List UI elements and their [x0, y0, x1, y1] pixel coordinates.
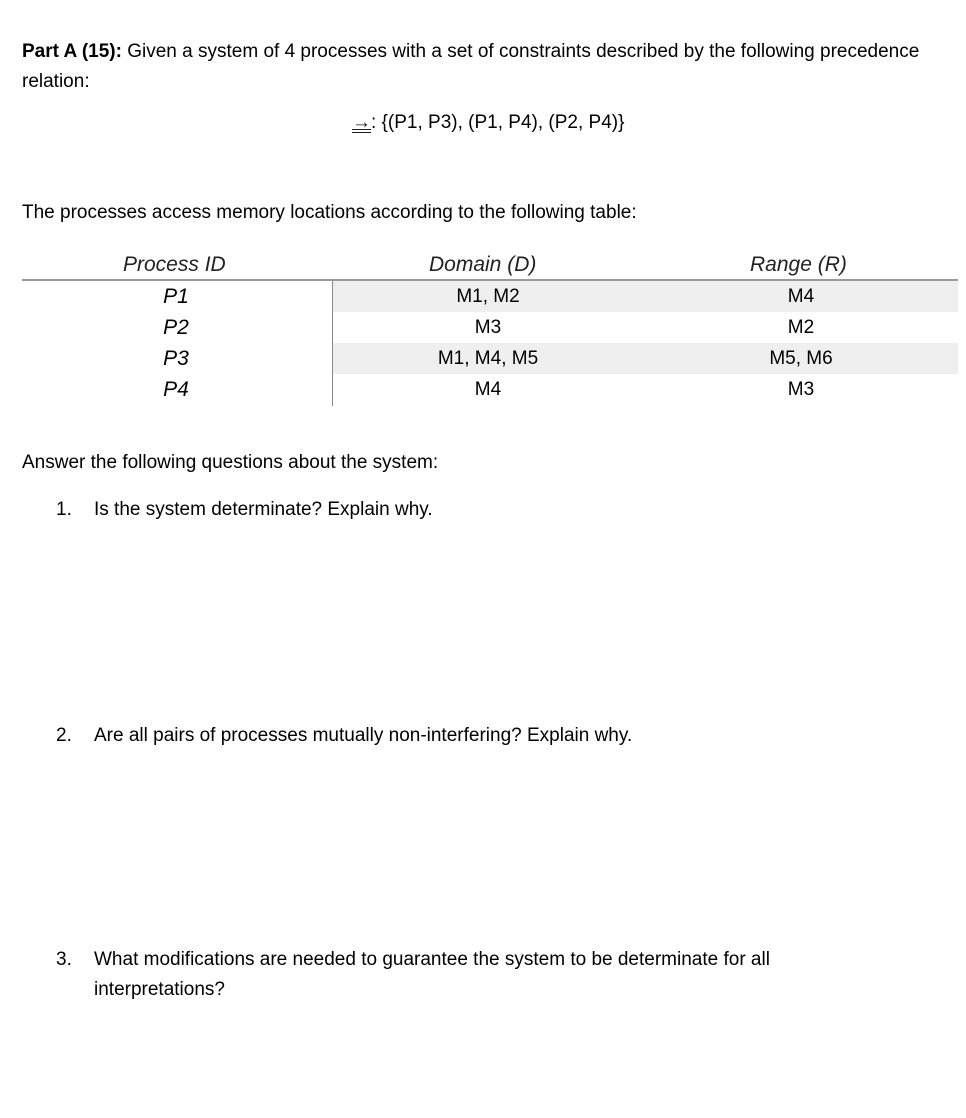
question-text: Is the system determinate? Explain why.	[94, 499, 433, 520]
cell-domain: M3	[474, 317, 502, 338]
header-process-id: Process ID	[123, 253, 226, 276]
question-3	[56, 945, 936, 1007]
question-1	[56, 495, 936, 525]
precedence-relation	[352, 112, 624, 134]
question-text: What modifications are needed to guarantee the system to be determinate for all interpretations?	[94, 949, 770, 1000]
table-intro: The processes access memory locations according to the following table:	[22, 202, 637, 223]
table-row	[22, 312, 958, 343]
cell-range: M3	[787, 379, 815, 400]
cell-domain: M1, M2	[456, 286, 520, 307]
table-row	[22, 374, 958, 405]
question-number: 1.	[56, 499, 72, 520]
table-row	[22, 281, 958, 312]
cell-process-id: P2	[163, 316, 189, 339]
header-domain: Domain (D)	[429, 253, 537, 276]
cell-range: M5, M6	[769, 348, 833, 369]
cell-domain: M1, M4, M5	[437, 348, 539, 369]
precedence-arrow-icon: →	[352, 112, 371, 133]
cell-range: M2	[787, 317, 815, 338]
table-row	[22, 343, 958, 374]
part-a-label: Part A (15):	[22, 41, 122, 62]
cell-process-id: P4	[163, 378, 189, 401]
cell-process-id: P1	[163, 285, 189, 308]
answer-intro: Answer the following questions about the system:	[22, 452, 439, 473]
header-range: Range (R)	[750, 253, 847, 276]
column-divider	[332, 281, 333, 406]
question-text: Are all pairs of processes mutually non-interfering? Explain why.	[94, 725, 633, 746]
question-number: 3.	[56, 949, 72, 970]
memory-access-table	[22, 250, 958, 408]
cell-process-id: P3	[163, 347, 189, 370]
question-2	[56, 721, 936, 751]
part-a-text: Given a system of 4 processes with a set of constraints described by the following precedence relation:	[22, 41, 920, 92]
question-number: 2.	[56, 725, 72, 746]
cell-range: M4	[787, 286, 815, 307]
cell-domain: M4	[474, 379, 502, 400]
precedence-relation-text: : {(P1, P3), (P1, P4), (P2, P4)}	[371, 112, 625, 133]
part-a-intro	[22, 37, 922, 97]
